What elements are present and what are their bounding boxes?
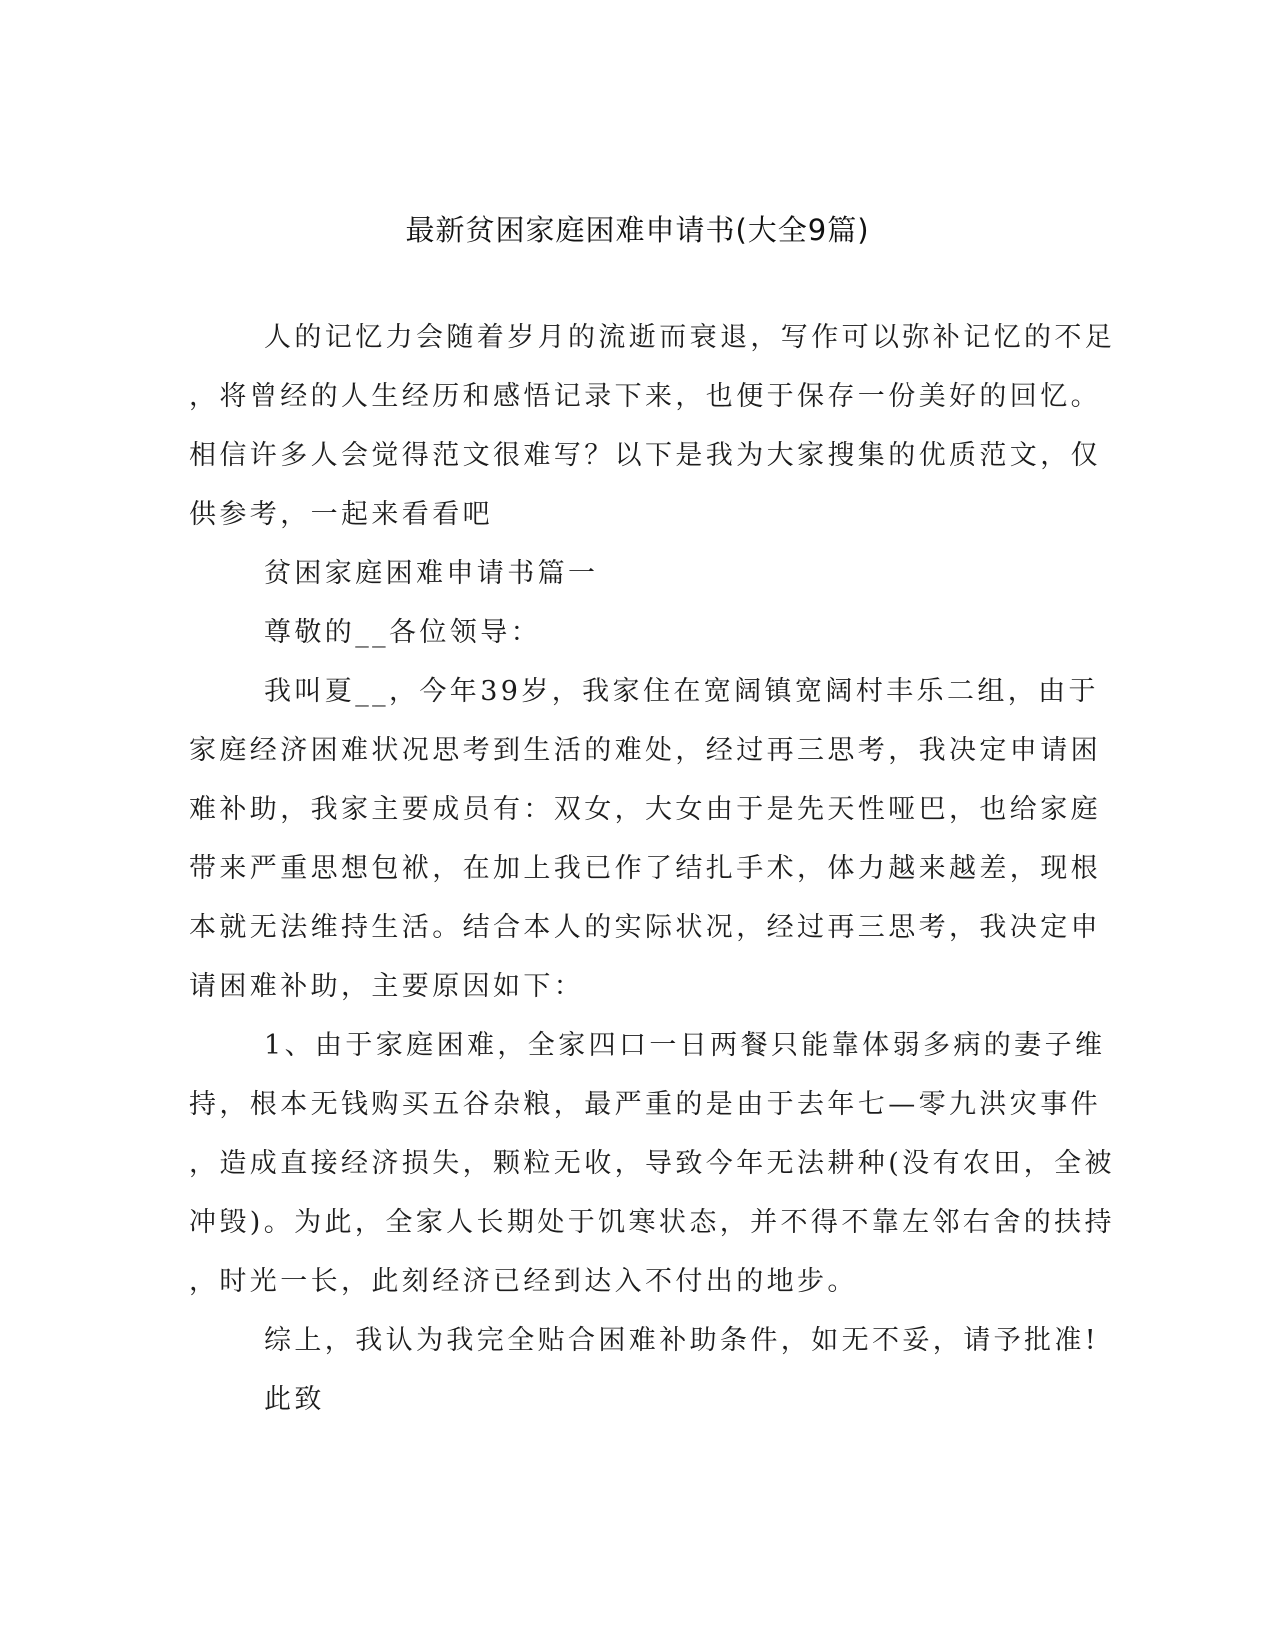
intro-line-3: 相信许多人会觉得范文很难写？以下是我为大家搜集的优质范文，仅 [189,440,1101,471]
reason-line-3: ，造成直接经济损失，颗粒无收，导致今年无法耕种(没有农田，全被 [189,1148,1115,1179]
reason-line-5: ，时光一长，此刻经济已经到达入不付出的地步。 [189,1266,858,1297]
body-line-4: 带来严重思想包袱，在加上我已作了结扎手术，体力越来越差，现根 [189,853,1101,884]
intro-line-1: 人的记忆力会随着岁月的流逝而衰退，写作可以弥补记忆的不足 [264,322,1116,353]
body-line-5: 本就无法维持生活。结合本人的实际状况，经过再三思考，我决定申 [189,912,1101,943]
body-line-1: 我叫夏__，今年39岁，我家住在宽阔镇宽阔村丰乐二组，由于 [264,676,1099,707]
body-line-6: 请困难补助，主要原因如下： [189,971,585,1002]
document-title: 最新贫困家庭困难申请书(大全9篇) [405,213,870,247]
conclusion-line: 综上，我认为我完全贴合困难补助条件，如无不妥，请予批准! [264,1325,1100,1356]
intro-line-2: ，将曾经的人生经历和感悟记录下来，也便于保存一份美好的回忆。 [189,381,1101,412]
salutation: 尊敬的__各位领导： [264,617,541,648]
reason-line-1: 1、由于家庭困难，全家四口一日两餐只能靠体弱多病的妻子维 [264,1030,1106,1061]
reason-line-4: 冲毁)。为此，全家人长期处于饥寒状态，并不得不靠左邻右舍的扶持 [189,1207,1115,1238]
section-heading: 贫困家庭困难申请书篇一 [264,558,599,589]
reason-line-2: 持，根本无钱购买五谷杂粮，最严重的是由于去年七—零九洪灾事件 [189,1089,1101,1120]
body-line-2: 家庭经济困难状况思考到生活的难处，经过再三思考，我决定申请困 [189,735,1101,766]
closing-line: 此致 [264,1384,325,1415]
intro-line-4: 供参考，一起来看看吧 [189,499,493,530]
body-line-3: 难补助，我家主要成员有：双女，大女由于是先天性哑巴，也给家庭 [189,794,1101,825]
